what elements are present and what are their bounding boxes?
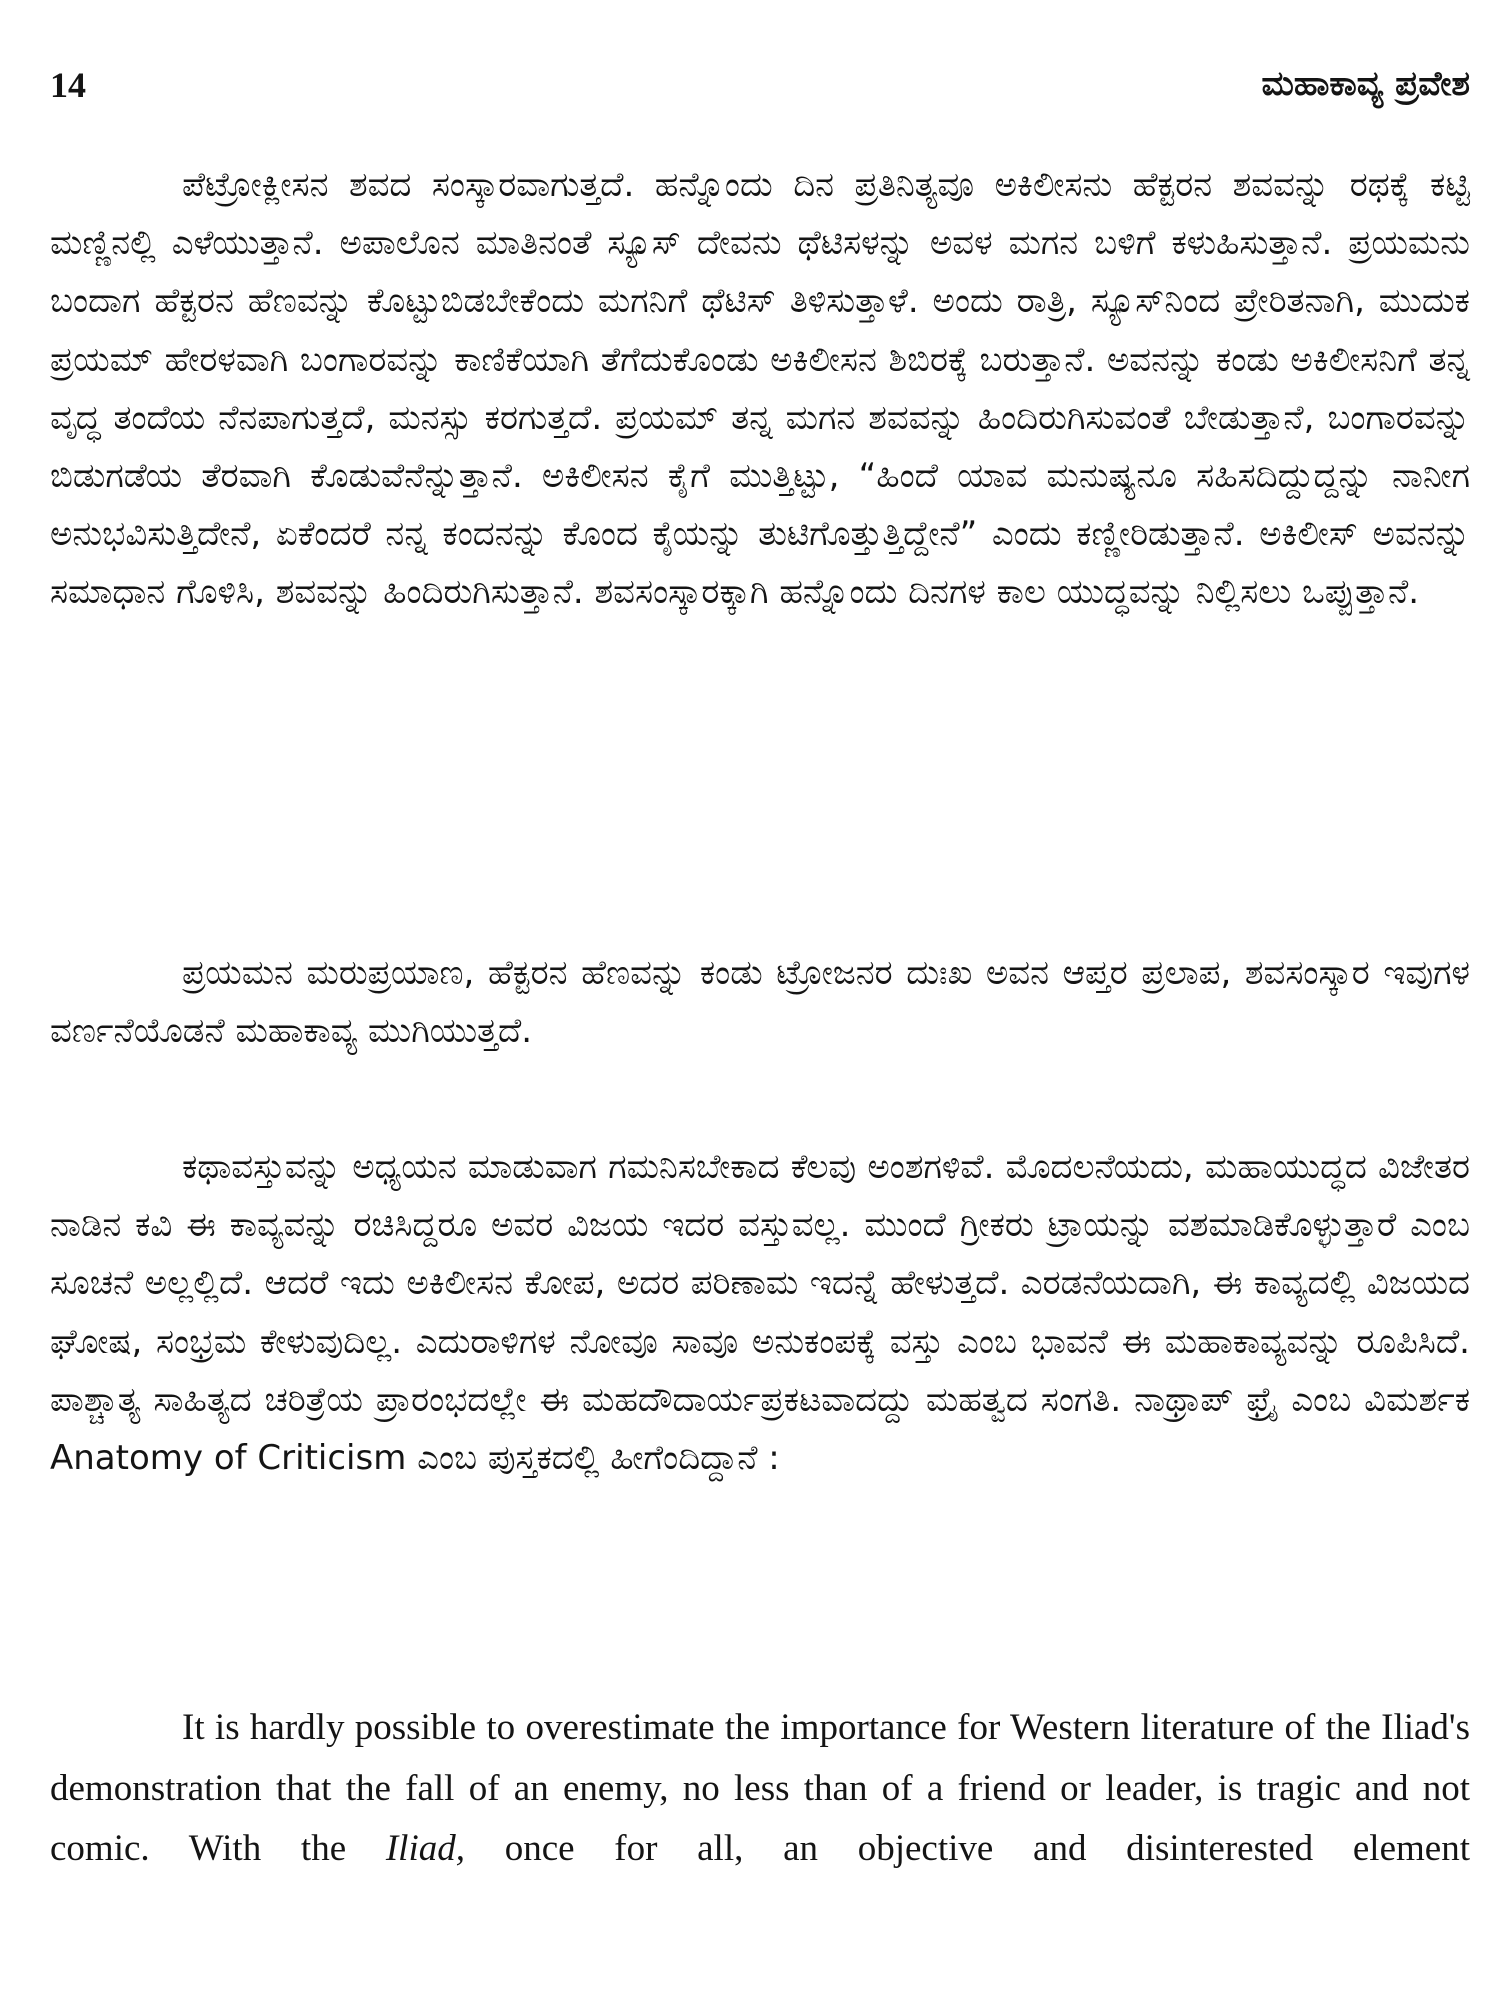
quotation-italic-title: Iliad, bbox=[385, 1828, 465, 1869]
paragraph-text: ಪ್ರಯಮನ ಮರುಪ್ರಯಾಣ, ಹೆಕ್ಟರನ ಹೆಣವನ್ನು ಕಂಡು ಟ್ರೋಜನರ ದುಃಖ ಅವನ ಆಪ್ತರ ಪ್ರಲಾಪ, ಶವಸಂಸ್ಕಾರ ಇವುಗಳ ವರ್ಣನೆಯೊಡನೆ ಮಹಾಕಾವ್ಯ ಮುಗಿಯುತ್ತದೆ. bbox=[50, 953, 1470, 1052]
page-number: 14 bbox=[50, 65, 86, 105]
page-header bbox=[50, 64, 1470, 124]
quotation-text bbox=[50, 1698, 1470, 1880]
body-paragraph-3 bbox=[50, 1138, 1470, 1487]
body-paragraph-2 bbox=[50, 944, 1470, 1060]
english-quotation bbox=[50, 1698, 1470, 1880]
body-paragraph-1 bbox=[50, 156, 1470, 622]
quotation-part-2: once for all, an objective and disinterested element bbox=[504, 1828, 1470, 1869]
paragraph-text: ಕಥಾವಸ್ತುವನ್ನು ಅಧ್ಯಯನ ಮಾಡುವಾಗ ಗಮನಿಸಬೇಕಾದ ಕೆಲವು ಅಂಶಗಳಿವೆ. ಮೊದಲನೆಯದು, ಮಹಾಯುದ್ಧದ ವಿಜೇತರ ನಾಡಿನ ಕವಿ ಈ ಕಾವ್ಯವನ್ನು ರಚಿಸಿದ್ದರೂ ಅವರ ವಿಜಯ ಇದರ ವಸ್ತುವಲ್ಲ. ಮುಂದೆ ಗ್ರೀಕರು ಟ್ರಾಯನ್ನು ವಶಮಾಡಿಕೊಳ್ಳುತ್ತಾರೆ ಎಂಬ ಸೂಚನೆ ಅಲ್ಲಲ್ಲಿದೆ. ಆದರೆ ಇದು ಅಕಿಲೀಸನ ಕೋಪ, ಅದರ ಪರಿಣಾಮ ಇದನ್ನೆ ಹೇಳುತ್ತದೆ. ಎರಡನೆಯದಾಗಿ, ಈ ಕಾವ್ಯದಲ್ಲಿ ವಿಜಯದ ಘೋಷ, ಸಂಭ್ರಮ ಕೇಳುವುದಿಲ್ಲ. ಎದುರಾಳಿಗಳ ನೋವೂ ಸಾವೂ ಅನುಕಂಪಕ್ಕೆ ವಸ್ತು ಎಂಬ ಭಾವನೆ ಈ ಮಹಾಕಾವ್ಯವನ್ನು ರೂಪಿಸಿದೆ. ಪಾಶ್ಚಾತ್ಯ ಸಾಹಿತ್ಯದ ಚರಿತ್ರೆಯ ಪ್ರಾರಂಭದಲ್ಲೇ ಈ ಮಹದೌದಾರ್ಯಪ್ರಕಟವಾದದ್ದು ಮಹತ್ವದ ಸಂಗತಿ. ನಾಥ್ರಾಪ್ ಫ್ರೈ ಎಂಬ ವಿಮರ್ಶಕ Anatomy of Criticism ಎಂಬ ಪುಸ್ತಕದಲ್ಲಿ ಹೀಗೆಂದಿದ್ದಾನೆ : bbox=[50, 1147, 1470, 1479]
paragraph-text: ಪೆಟ್ರೋಕ್ಲೀಸನ ಶವದ ಸಂಸ್ಕಾರವಾಗುತ್ತದೆ. ಹನ್ನೊಂದು ದಿನ ಪ್ರತಿನಿತ್ಯವೂ ಅಕಿಲೀಸನು ಹೆಕ್ಟರನ ಶವವನ್ನು ರಥಕ್ಕೆ ಕಟ್ಟಿ ಮಣ್ಣಿನಲ್ಲಿ ಎಳೆಯುತ್ತಾನೆ. ಅಪಾಲೊನ ಮಾತಿನಂತೆ ಸ್ಯೂಸ್ ದೇವನು ಥೆಟಿಸಳನ್ನು ಅವಳ ಮಗನ ಬಳಿಗೆ ಕಳುಹಿಸುತ್ತಾನೆ. ಪ್ರಯಮನು ಬಂದಾಗ ಹೆಕ್ಟರನ ಹೆಣವನ್ನು ಕೊಟ್ಟುಬಿಡಬೇಕೆಂದು ಮಗನಿಗೆ ಥೆಟಿಸ್ ತಿಳಿಸುತ್ತಾಳೆ. ಅಂದು ರಾತ್ರಿ, ಸ್ಯೂಸ್‌ನಿಂದ ಪ್ರೇರಿತನಾಗಿ, ಮುದುಕ ಪ್ರಯಮ್ ಹೇರಳವಾಗಿ ಬಂಗಾರವನ್ನು ಕಾಣಿಕೆಯಾಗಿ ತೆಗೆದುಕೊಂಡು ಅಕಿಲೀಸನ ಶಿಬಿರಕ್ಕೆ ಬರುತ್ತಾನೆ. ಅವನನ್ನು ಕಂಡು ಅಕಿಲೀಸನಿಗೆ ತನ್ನ ವೃದ್ಧ ತಂದೆಯ ನೆನಪಾಗುತ್ತದೆ, ಮನಸ್ಸು ಕರಗುತ್ತದೆ. ಪ್ರಯಮ್ ತನ್ನ ಮಗನ ಶವವನ್ನು ಹಿಂದಿರುಗಿಸುವಂತೆ ಬೇಡುತ್ತಾನೆ, ಬಂಗಾರವನ್ನು ಬಿಡುಗಡೆಯ ತೆರವಾಗಿ ಕೊಡುವೆನೆನ್ನುತ್ತಾನೆ. ಅಕಿಲೀಸನ ಕೈಗೆ ಮುತ್ತಿಟ್ಟು, “ಹಿಂದೆ ಯಾವ ಮನುಷ್ಯನೂ ಸಹಿಸದಿದ್ದುದ್ದನ್ನು ನಾನೀಗ ಅನುಭವಿಸುತ್ತಿದೇನೆ, ಏಕೆಂದರೆ ನನ್ನ ಕಂದನನ್ನು ಕೊಂದ ಕೈಯನ್ನು ತುಟಿಗೊತ್ತುತ್ತಿದ್ದೇನೆ” ಎಂದು ಕಣ್ಣೀರಿಡುತ್ತಾನೆ. ಅಕಿಲೀಸ್ ಅವನನ್ನು ಸಮಾಧಾನ ಗೊಳಿಸಿ, ಶವವನ್ನು ಹಿಂದಿರುಗಿಸುತ್ತಾನೆ. ಶವಸಂಸ್ಕಾರಕ್ಕಾಗಿ ಹನ್ನೊಂದು ದಿನಗಳ ಕಾಲ ಯುದ್ಧವನ್ನು ನಿಲ್ಲಿಸಲು ಒಪ್ಪುತ್ತಾನೆ. bbox=[50, 165, 1470, 613]
running-title: ಮಹಾಕಾವ್ಯ ಪ್ರವೇಶ bbox=[1261, 64, 1470, 104]
quotation-part-1: It is hardly possible to overestimate the importance for Western literature of the Iliad's demonstration that the fall of an enemy, no less than of a friend or leader, is tragic and not comic. With the bbox=[50, 1707, 1470, 1869]
